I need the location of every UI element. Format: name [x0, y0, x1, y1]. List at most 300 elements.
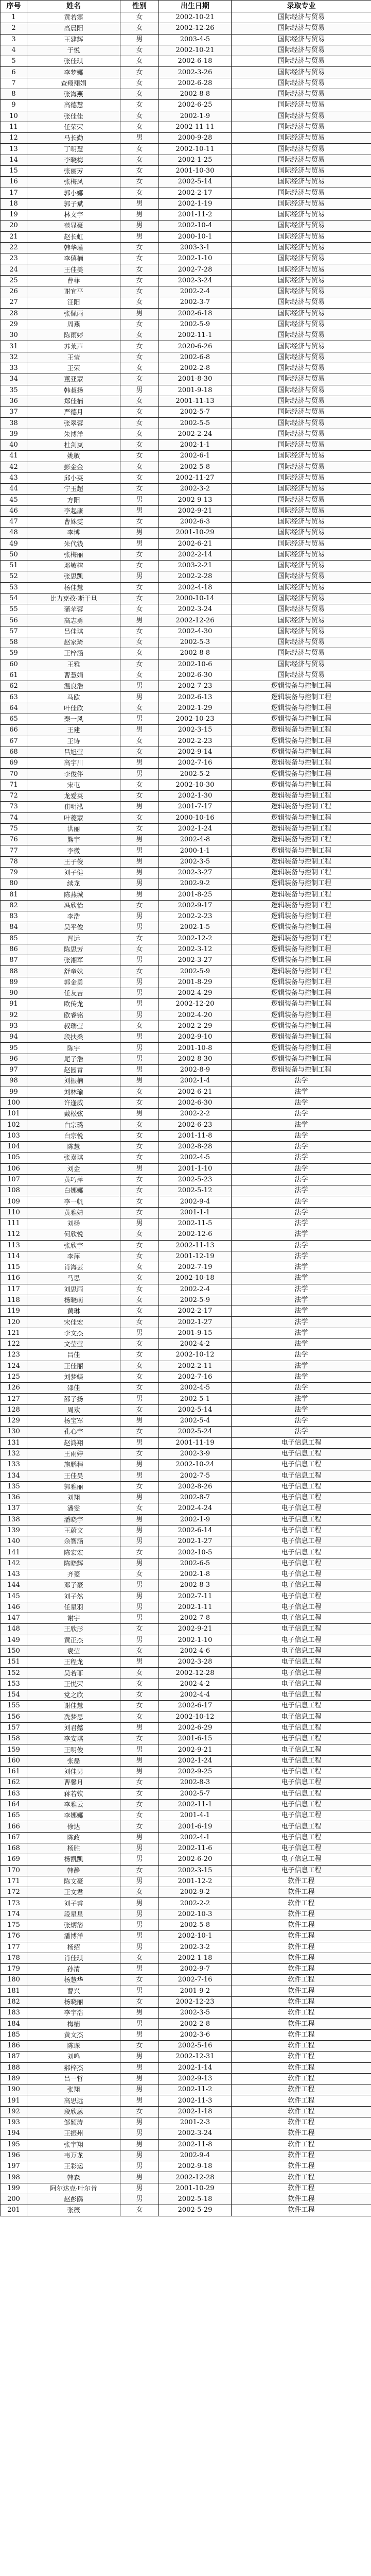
cell-major: 软件工程 — [232, 1876, 371, 1887]
cell-birth-date: 2002-8-26 — [159, 1481, 232, 1492]
cell-gender: 女 — [120, 78, 159, 89]
cell-gender: 女 — [120, 1821, 159, 1832]
table-row — [1, 736, 371, 747]
table-row — [1, 1788, 371, 1799]
cell-name: 曹慧娟 — [27, 670, 120, 681]
cell-gender: 女 — [120, 626, 159, 637]
table-row — [1, 845, 371, 856]
cell-gender: 男 — [120, 505, 159, 516]
cell-index: 118 — [1, 1295, 27, 1306]
cell-name: 肖佳琪 — [27, 1953, 120, 1963]
cell-name: 施鹏程 — [27, 1460, 120, 1470]
cell-gender: 男 — [120, 1514, 159, 1525]
table-row — [1, 275, 371, 286]
cell-index: 88 — [1, 966, 27, 977]
cell-gender: 女 — [120, 604, 159, 615]
cell-major: 软件工程 — [232, 1942, 371, 1953]
cell-index: 126 — [1, 1383, 27, 1394]
table-row — [1, 1580, 371, 1591]
cell-index: 185 — [1, 2029, 27, 2040]
cell-index: 2 — [1, 23, 27, 34]
cell-gender: 男 — [120, 1218, 159, 1229]
cell-birth-date: 2001-10-8 — [159, 1043, 232, 1054]
cell-name: 刘振楠 — [27, 1076, 120, 1087]
cell-birth-date: 2002-10-21 — [159, 12, 232, 23]
cell-major: 法学 — [232, 1240, 371, 1251]
cell-birth-date: 2001-12-19 — [159, 1251, 232, 1262]
cell-birth-date: 2002-2-4 — [159, 1284, 232, 1295]
table-row — [1, 889, 371, 900]
cell-birth-date: 2002-3-26 — [159, 67, 232, 78]
cell-gender: 女 — [120, 812, 159, 823]
cell-index: 159 — [1, 1744, 27, 1755]
cell-index: 56 — [1, 615, 27, 626]
table-row — [1, 111, 371, 122]
cell-gender: 男 — [120, 2194, 159, 2205]
cell-major: 逻辑装备与控制工程 — [232, 1010, 371, 1021]
cell-major: 电子信息工程 — [232, 1492, 371, 1503]
cell-index: 48 — [1, 528, 27, 538]
cell-birth-date: 2002-1-4 — [159, 1076, 232, 1087]
table-row — [1, 1591, 371, 1602]
table-row — [1, 1229, 371, 1240]
cell-major: 逻辑装备与控制工程 — [232, 736, 371, 747]
cell-index: 32 — [1, 352, 27, 363]
cell-birth-date: 2002-10-3 — [159, 1909, 232, 1920]
cell-major: 法学 — [232, 1328, 371, 1338]
cell-name: 黄文杰 — [27, 2029, 120, 2040]
cell-index: 63 — [1, 692, 27, 703]
table-row — [1, 1043, 371, 1054]
cell-name: 郭雅丽 — [27, 1481, 120, 1492]
cell-major: 国际经济与贸易 — [232, 78, 371, 89]
cell-gender: 男 — [120, 1076, 159, 1087]
cell-index: 11 — [1, 122, 27, 132]
cell-index: 114 — [1, 1251, 27, 1262]
cell-birth-date: 2002-3-28 — [159, 1657, 232, 1668]
cell-birth-date: 2002-1-18 — [159, 2106, 232, 2117]
cell-major: 国际经济与贸易 — [232, 439, 371, 450]
cell-gender: 女 — [120, 363, 159, 374]
cell-gender: 女 — [120, 1350, 159, 1361]
table-row — [1, 1460, 371, 1470]
cell-name: 陈宏宏 — [27, 1547, 120, 1558]
cell-birth-date: 2002-3-2 — [159, 484, 232, 495]
cell-index: 28 — [1, 308, 27, 319]
table-row — [1, 264, 371, 275]
cell-name: 赵园青 — [27, 1065, 120, 1076]
cell-index: 178 — [1, 1953, 27, 1963]
table-row — [1, 2150, 371, 2161]
cell-birth-date: 2003-3-1 — [159, 242, 232, 253]
cell-gender: 男 — [120, 1470, 159, 1481]
cell-index: 153 — [1, 1679, 27, 1689]
cell-index: 19 — [1, 210, 27, 221]
cell-index: 179 — [1, 1964, 27, 1975]
cell-birth-date: 2003-4-5 — [159, 34, 232, 45]
cell-gender: 女 — [120, 648, 159, 659]
cell-name: 邵子扬 — [27, 1394, 120, 1404]
cell-index: 119 — [1, 1306, 27, 1317]
table-row — [1, 1174, 371, 1185]
cell-name: 尾子浩 — [27, 1054, 120, 1064]
cell-name: 谢佳慧 — [27, 1701, 120, 1711]
cell-name: 文莹莹 — [27, 1339, 120, 1350]
table-row — [1, 1536, 371, 1547]
cell-index: 146 — [1, 1602, 27, 1613]
cell-major: 电子信息工程 — [232, 1854, 371, 1865]
cell-index: 197 — [1, 2161, 27, 2172]
cell-name: 张梅丽 — [27, 549, 120, 560]
table-row — [1, 1832, 371, 1843]
cell-birth-date: 2002-4-1 — [159, 1832, 232, 1843]
cell-birth-date: 2001-9-18 — [159, 385, 232, 396]
cell-major: 法学 — [232, 1404, 371, 1415]
cell-index: 131 — [1, 1437, 27, 1448]
cell-major: 逻辑装备与控制工程 — [232, 692, 371, 703]
cell-birth-date: 2002-11-1 — [159, 330, 232, 341]
cell-major: 国际经济与贸易 — [232, 319, 371, 330]
cell-gender: 女 — [120, 12, 159, 23]
cell-major: 电子信息工程 — [232, 1591, 371, 1602]
cell-gender: 男 — [120, 210, 159, 221]
cell-name: 刘金 — [27, 1163, 120, 1174]
cell-index: 3 — [1, 34, 27, 45]
cell-index: 83 — [1, 911, 27, 922]
table-row — [1, 714, 371, 725]
cell-index: 176 — [1, 1931, 27, 1942]
cell-birth-date: 2002-9-21 — [159, 505, 232, 516]
table-body — [1, 12, 371, 2216]
cell-name: 比力克孜·斯干旦 — [27, 593, 120, 604]
cell-index: 168 — [1, 1843, 27, 1854]
cell-gender: 女 — [120, 1503, 159, 1514]
cell-gender: 男 — [120, 308, 159, 319]
cell-name: 朱代钱 — [27, 538, 120, 549]
cell-index: 75 — [1, 823, 27, 834]
cell-index: 180 — [1, 1975, 27, 1986]
cell-birth-date: 2002-8-8 — [159, 89, 232, 99]
cell-major: 法学 — [232, 1339, 371, 1350]
cell-name: 丁明慧 — [27, 144, 120, 155]
table-row — [1, 549, 371, 560]
cell-major: 国际经济与贸易 — [232, 297, 371, 308]
cell-birth-date: 2002-5-8 — [159, 1920, 232, 1930]
cell-birth-date: 2002-4-2 — [159, 1339, 232, 1350]
cell-name: 李微 — [27, 845, 120, 856]
cell-birth-date: 2001-10-29 — [159, 2183, 232, 2194]
cell-birth-date: 2001-11-19 — [159, 1437, 232, 1448]
cell-major: 国际经济与贸易 — [232, 231, 371, 242]
cell-major: 法学 — [232, 1416, 371, 1427]
cell-major: 电子信息工程 — [232, 1558, 371, 1569]
cell-gender: 男 — [120, 1109, 159, 1120]
cell-name: 张梅凤 — [27, 177, 120, 188]
table-row — [1, 319, 371, 330]
table-row — [1, 89, 371, 99]
cell-birth-date: 2002-4-29 — [159, 988, 232, 999]
table-row — [1, 1744, 371, 1755]
cell-name: 张丽芳 — [27, 165, 120, 176]
table-row — [1, 944, 371, 955]
cell-birth-date: 2002-10-23 — [159, 714, 232, 725]
cell-name: 李宇浩 — [27, 2008, 120, 2019]
cell-birth-date: 2002-3-9 — [159, 1448, 232, 1459]
cell-gender: 女 — [120, 1404, 159, 1415]
table-row — [1, 1120, 371, 1130]
cell-index: 95 — [1, 1043, 27, 1054]
cell-major: 电子信息工程 — [232, 1525, 371, 1536]
cell-index: 16 — [1, 177, 27, 188]
cell-gender: 男 — [120, 1744, 159, 1755]
cell-index: 8 — [1, 89, 27, 99]
cell-major: 国际经济与贸易 — [232, 34, 371, 45]
cell-gender: 女 — [120, 155, 159, 165]
cell-birth-date: 2002-11-6 — [159, 1843, 232, 1854]
cell-birth-date: 2002-12-6 — [159, 1229, 232, 1240]
cell-name: 陈政 — [27, 1832, 120, 1843]
cell-gender: 女 — [120, 1295, 159, 1306]
cell-major: 国际经济与贸易 — [232, 626, 371, 637]
cell-major: 国际经济与贸易 — [232, 418, 371, 429]
cell-index: 169 — [1, 1854, 27, 1865]
cell-gender: 女 — [120, 1679, 159, 1689]
cell-name: 任荣荣 — [27, 122, 120, 132]
table-row — [1, 1021, 371, 1031]
cell-index: 113 — [1, 1240, 27, 1251]
cell-index: 30 — [1, 330, 27, 341]
table-row — [1, 1843, 371, 1854]
table-row — [1, 966, 371, 977]
cell-birth-date: 2002-7-11 — [159, 1591, 232, 1602]
cell-gender: 男 — [120, 1054, 159, 1064]
cell-gender: 女 — [120, 89, 159, 99]
cell-birth-date: 2002-5-9 — [159, 1295, 232, 1306]
cell-name: 晋远 — [27, 933, 120, 944]
cell-birth-date: 2002-4-30 — [159, 626, 232, 637]
cell-birth-date: 2002-11-5 — [159, 1218, 232, 1229]
cell-name: 曹兴 — [27, 1986, 120, 1996]
cell-major: 电子信息工程 — [232, 1679, 371, 1689]
cell-gender: 男 — [120, 2008, 159, 2019]
cell-birth-date: 2002-3-15 — [159, 725, 232, 736]
cell-index: 173 — [1, 1898, 27, 1909]
cell-birth-date: 2002-5-7 — [159, 1788, 232, 1799]
cell-name: 高晨阳 — [27, 23, 120, 34]
cell-major: 电子信息工程 — [232, 1701, 371, 1711]
cell-major: 法学 — [232, 1196, 371, 1207]
cell-birth-date: 2002-8-3 — [159, 1580, 232, 1591]
cell-major: 逻辑装备与控制工程 — [232, 878, 371, 889]
table-row — [1, 1076, 371, 1087]
cell-index: 33 — [1, 363, 27, 374]
table-row — [1, 1975, 371, 1986]
table-row — [1, 1328, 371, 1338]
cell-name: 杨宝军 — [27, 1416, 120, 1427]
cell-major: 逻辑装备与控制工程 — [232, 725, 371, 736]
cell-name: 刘佳男 — [27, 1767, 120, 1777]
cell-birth-date: 2002-1-9 — [159, 1514, 232, 1525]
cell-index: 25 — [1, 275, 27, 286]
cell-name: 杨晓丽 — [27, 1996, 120, 2007]
table-row — [1, 1734, 371, 1744]
table-row — [1, 1953, 371, 1963]
cell-birth-date: 2000-9-28 — [159, 133, 232, 144]
cell-index: 161 — [1, 1767, 27, 1777]
cell-gender: 女 — [120, 111, 159, 122]
cell-index: 127 — [1, 1394, 27, 1404]
cell-gender: 男 — [120, 692, 159, 703]
cell-birth-date: 2002-7-5 — [159, 1470, 232, 1481]
cell-name: 舒童姝 — [27, 966, 120, 977]
cell-birth-date: 2002-5-8 — [159, 462, 232, 472]
cell-name: 李一帆 — [27, 1196, 120, 1207]
table-row — [1, 648, 371, 659]
cell-name: 刘子睿 — [27, 1898, 120, 1909]
cell-gender: 男 — [120, 769, 159, 779]
cell-major: 国际经济与贸易 — [232, 429, 371, 439]
table-row — [1, 2161, 371, 2172]
cell-gender: 男 — [120, 2084, 159, 2095]
cell-major: 法学 — [232, 1109, 371, 1120]
cell-gender: 男 — [120, 2062, 159, 2073]
cell-birth-date: 2002-6-5 — [159, 1558, 232, 1569]
cell-major: 电子信息工程 — [232, 1668, 371, 1679]
cell-index: 38 — [1, 418, 27, 429]
cell-gender: 女 — [120, 747, 159, 757]
cell-index: 109 — [1, 1196, 27, 1207]
cell-major: 国际经济与贸易 — [232, 56, 371, 67]
cell-birth-date: 2002-1-27 — [159, 1317, 232, 1328]
cell-major: 法学 — [232, 1306, 371, 1317]
cell-index: 162 — [1, 1777, 27, 1788]
cell-major: 逻辑装备与控制工程 — [232, 911, 371, 922]
table-row — [1, 604, 371, 615]
cell-name: 黄正杰 — [27, 1635, 120, 1646]
cell-major: 逻辑装备与控制工程 — [232, 779, 371, 790]
cell-birth-date: 2002-5-14 — [159, 1404, 232, 1415]
table-row — [1, 1525, 371, 1536]
cell-name: 徐达 — [27, 1821, 120, 1832]
cell-birth-date: 2002-5-7 — [159, 407, 232, 418]
cell-major: 电子信息工程 — [232, 1569, 371, 1580]
cell-birth-date: 2002-6-29 — [159, 1722, 232, 1733]
cell-birth-date: 2002-1-8 — [159, 1569, 232, 1580]
cell-gender: 男 — [120, 1854, 159, 1865]
table-row — [1, 900, 371, 911]
cell-index: 57 — [1, 626, 27, 637]
cell-major: 电子信息工程 — [232, 1547, 371, 1558]
cell-index: 49 — [1, 538, 27, 549]
cell-birth-date: 2002-5-18 — [159, 2194, 232, 2205]
cell-index: 104 — [1, 1141, 27, 1152]
cell-major: 国际经济与贸易 — [232, 582, 371, 593]
cell-gender: 女 — [120, 439, 159, 450]
cell-index: 68 — [1, 747, 27, 757]
cell-gender: 女 — [120, 1262, 159, 1273]
cell-index: 125 — [1, 1371, 27, 1382]
cell-gender: 女 — [120, 1547, 159, 1558]
cell-name: 郝梓杰 — [27, 2062, 120, 2073]
cell-gender: 女 — [120, 67, 159, 78]
cell-gender: 女 — [120, 1317, 159, 1328]
cell-gender: 女 — [120, 1701, 159, 1711]
cell-index: 175 — [1, 1920, 27, 1930]
cell-gender: 男 — [120, 878, 159, 889]
cell-gender: 女 — [120, 1339, 159, 1350]
cell-major: 电子信息工程 — [232, 1777, 371, 1788]
cell-name: 曹馨月 — [27, 1777, 120, 1788]
table-row — [1, 1711, 371, 1722]
table-row — [1, 1010, 371, 1021]
cell-name: 邓子豪 — [27, 1580, 120, 1591]
cell-birth-date: 2002-5-23 — [159, 1174, 232, 1185]
cell-birth-date: 2002-5-24 — [159, 1427, 232, 1437]
table-row — [1, 835, 371, 845]
cell-index: 1 — [1, 12, 27, 23]
cell-gender: 女 — [120, 944, 159, 955]
cell-birth-date: 2001-9-15 — [159, 1328, 232, 1338]
cell-name: 韩叔扬 — [27, 385, 120, 396]
cell-index: 4 — [1, 45, 27, 56]
cell-birth-date: 2002-7-16 — [159, 1975, 232, 1986]
cell-major: 软件工程 — [232, 2029, 371, 2040]
cell-name: 温良浩 — [27, 681, 120, 692]
table-row — [1, 297, 371, 308]
table-row — [1, 56, 371, 67]
cell-gender: 女 — [120, 484, 159, 495]
cell-index: 195 — [1, 2139, 27, 2150]
cell-name: 孙清 — [27, 1964, 120, 1975]
cell-name: 余智涵 — [27, 1536, 120, 1547]
table-row — [1, 1394, 371, 1404]
cell-name: 刘子然 — [27, 1591, 120, 1602]
cell-gender: 女 — [120, 582, 159, 593]
cell-gender: 男 — [120, 889, 159, 900]
cell-gender: 男 — [120, 615, 159, 626]
table-row — [1, 1295, 371, 1306]
cell-name: 谢宇 — [27, 1613, 120, 1624]
cell-birth-date: 2002-5-14 — [159, 177, 232, 188]
cell-gender: 女 — [120, 177, 159, 188]
cell-birth-date: 2002-9-2 — [159, 1887, 232, 1898]
cell-birth-date: 2002-11-27 — [159, 472, 232, 483]
cell-name: 谢宜平 — [27, 286, 120, 297]
cell-name: 王梓涵 — [27, 648, 120, 659]
cell-index: 186 — [1, 2041, 27, 2052]
cell-major: 法学 — [232, 1394, 371, 1404]
table-row — [1, 2084, 371, 2095]
cell-gender: 男 — [120, 988, 159, 999]
cell-major: 逻辑装备与控制工程 — [232, 1065, 371, 1076]
cell-name: 李俊伴 — [27, 769, 120, 779]
cell-major: 法学 — [232, 1361, 371, 1371]
cell-index: 52 — [1, 571, 27, 582]
cell-birth-date: 2002-12-20 — [159, 999, 232, 1010]
cell-gender: 女 — [120, 165, 159, 176]
cell-birth-date: 2002-6-30 — [159, 670, 232, 681]
cell-index: 133 — [1, 1460, 27, 1470]
header-index: 序号 — [1, 1, 27, 12]
cell-birth-date: 2001-8-29 — [159, 977, 232, 988]
cell-name: 黄雅婧 — [27, 1207, 120, 1218]
cell-gender: 女 — [120, 56, 159, 67]
table-row — [1, 1470, 371, 1481]
table-row — [1, 177, 371, 188]
cell-gender: 女 — [120, 1788, 159, 1799]
cell-major: 电子信息工程 — [232, 1744, 371, 1755]
cell-name: 刘杨 — [27, 1218, 120, 1229]
